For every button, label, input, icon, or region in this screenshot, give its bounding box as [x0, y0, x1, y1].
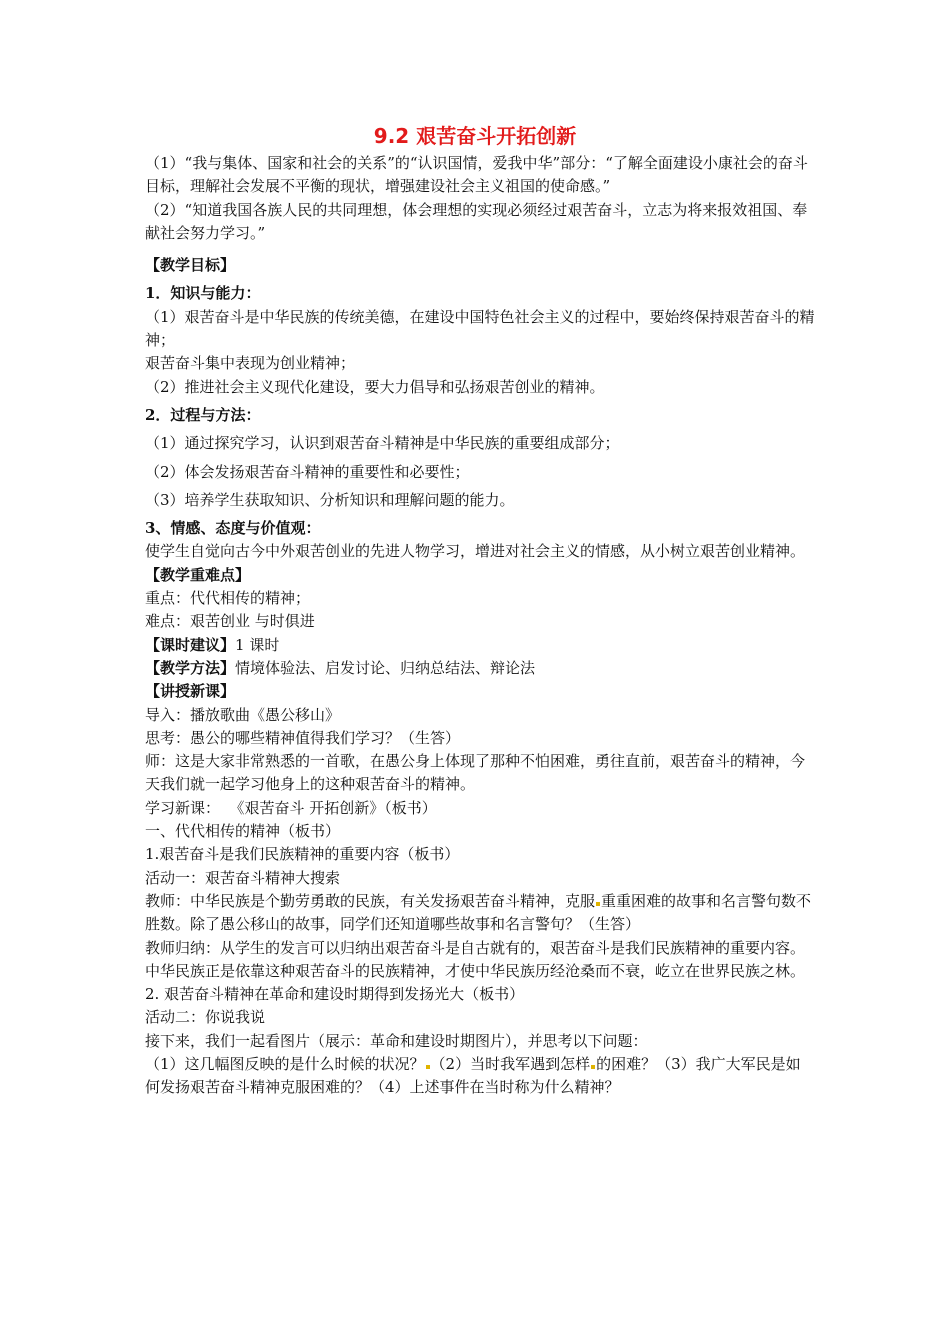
hours-heading: 【课时建议】: [145, 635, 236, 654]
process-item-3: （3）培养学生获取知识、分析知识和理解问题的能力。: [145, 490, 515, 509]
keypoints-heading: 【教学重难点】: [145, 565, 251, 584]
knowledge-heading: 1．知识与能力：: [145, 284, 261, 303]
question-2-part-b: 的困难？（3）我广大军民是如何发扬艰苦奋斗精神克服困难的？（4）上述事件在当时称为什么精神？: [145, 1054, 801, 1097]
question-1: （1）这几幅图反映的是什么时候的状况？: [145, 1054, 425, 1073]
lesson-think: 思考：愚公的哪些精神值得我们学习？（生答）: [145, 728, 461, 747]
attitude-heading: 3、情感、态度与价值观：: [145, 519, 321, 538]
methods-text: 情境体验法、启发讨论、归纳总结法、辩论法: [235, 658, 536, 677]
knowledge-item-2: 艰苦奋斗集中表现为创业精神；: [145, 354, 356, 373]
lesson-teacher-1: 师：这是大家非常熟悉的一首歌，在愚公身上体现了那种不怕困难，勇往直前，艰苦奋斗的精神，今天我们就一起学习他身上的这种艰苦奋斗的精神。: [145, 752, 806, 794]
process-item-1: （1）通过探究学习，认识到艰苦奋斗精神是中华民族的重要组成部分；: [145, 434, 620, 453]
knowledge-item-1: （1）艰苦奋斗是中华民族的传统美德，在建设中国特色社会主义的过程中，要始终保持艰苦奋斗的精神；: [145, 307, 815, 350]
keypoint-difficult: 难点：艰苦创业 与时俱进: [145, 612, 315, 631]
knowledge-item-3: （2）推进社会主义现代化建设，要大力倡导和弘扬艰苦创业的精神。: [145, 377, 605, 396]
keypoint-key: 重点：代代相传的精神；: [145, 589, 311, 608]
lesson-intro: 导入：播放歌曲《愚公移山》: [145, 705, 341, 724]
process-heading: 2．过程与方法：: [145, 405, 261, 424]
lesson-activity-2: 活动二：你说我说: [145, 1008, 266, 1027]
standard-1: （1）“我与集体、国家和社会的关系”的“认识国情，爱我中华”部分：“了解全面建设小康社会的奋斗目标，理解社会发展不平衡的现状，增强建设社会主义祖国的使命感。”: [145, 154, 808, 196]
lesson-point-2: 2. 艰苦奋斗精神在革命和建设时期得到发扬光大（板书）: [145, 985, 525, 1004]
highlight-mark: [596, 902, 600, 906]
document-body: [145, 152, 815, 1100]
lesson-new: 学习新课： 《艰苦奋斗 开拓创新》（板书）: [145, 798, 437, 817]
question-2-part-a: （2）当时我军遇到怎样: [430, 1054, 591, 1073]
process-item-2: （2）体会发扬艰苦奋斗精神的重要性和必要性；: [145, 462, 470, 481]
highlight-mark: [426, 1065, 430, 1069]
highlight-mark: [591, 1065, 595, 1069]
teacher-2-part-a: 教师：中华民族是个勤劳勇敢的民族，有关发扬艰苦奋斗精神，克服: [145, 891, 596, 910]
lesson-section-1: 一、代代相传的精神（板书）: [145, 822, 341, 841]
page-title: 9.2 艰苦奋斗开拓创新: [373, 124, 577, 148]
lesson-pictures: 接下来，我们一起看图片（展示：革命和建设时期图片），并思考以下问题：: [145, 1031, 648, 1050]
methods-heading: 【教学方法】: [145, 658, 236, 677]
lesson-heading: 【讲授新课】: [145, 682, 236, 701]
standard-2: （2）“知道我国各族人民的共同理想，体会理想的实现必须经过艰苦奋斗，立志为将来报效祖国、奉献社会努力学习。”: [145, 200, 808, 242]
lesson-activity-1: 活动一：艰苦奋斗精神大搜索: [145, 868, 341, 887]
lesson-questions: [145, 1053, 815, 1100]
goals-heading: 【教学目标】: [145, 256, 236, 275]
methods-line: [145, 657, 815, 680]
lesson-summary: 教师归纳：从学生的发言可以归纳出艰苦奋斗是自古就有的，艰苦奋斗是我们民族精神的重要内容。中华民族正是依靠这种艰苦奋斗的民族精神，才使中华民族历经沧桑而不衰，屹立在世界民族之林。: [145, 938, 806, 980]
attitude-text: 使学生自觉向古今中外艰苦创业的先进人物学习，增进对社会主义的情感，从小树立艰苦创业精神。: [145, 542, 806, 561]
teacher-2-part-b: 重重困难的故事和名言警句数不胜数。除了愚公移山的故事，同学们还知道哪些故事和名言警句？（生答）: [145, 891, 812, 934]
hours-text: 1 课时: [235, 635, 280, 654]
hours-line: [145, 634, 815, 657]
lesson-teacher-2: [145, 890, 815, 937]
lesson-point-1: 1.艰苦奋斗是我们民族精神的重要内容（板书）: [145, 845, 460, 864]
